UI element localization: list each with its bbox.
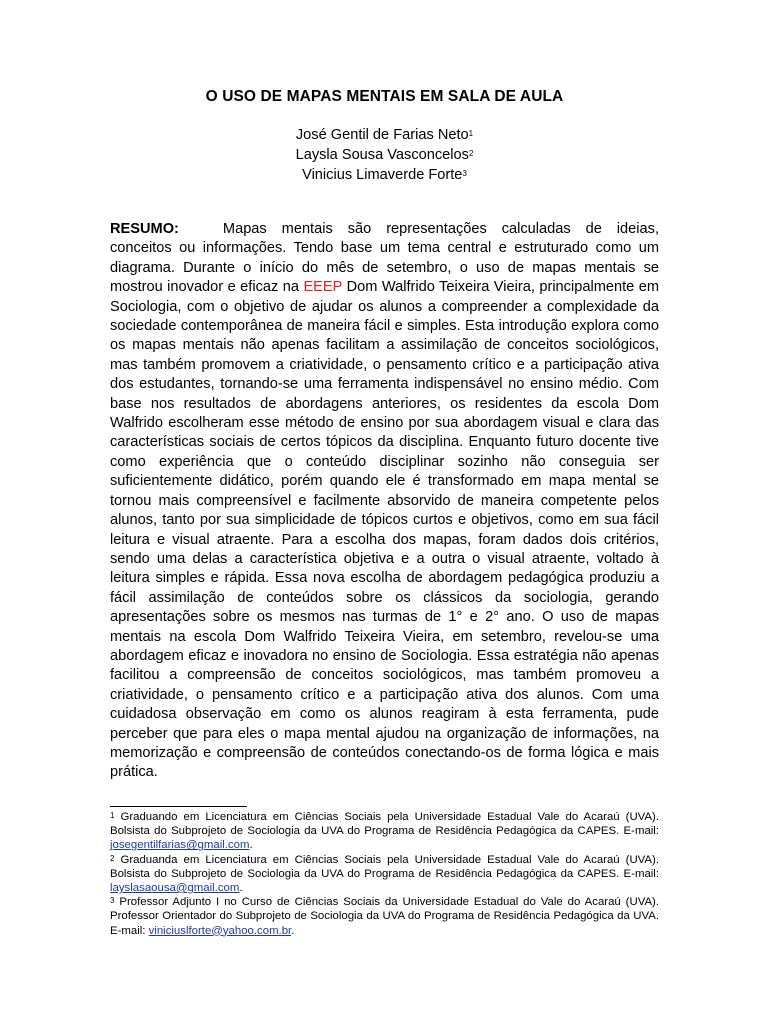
footnote-1 — [110, 810, 659, 853]
footnote-end: . — [291, 924, 295, 937]
footnote-3 — [110, 895, 659, 938]
author-footnote-mark: 1 — [468, 129, 474, 138]
abstract-text-start: Mapas mentais são representações calculadas de ideias, conceitos ou informações. Tendo base um tema central e estruturado como um diagrama. Durante o início do mês de setembro, o uso de mapas mentais se mostrou inovador e eficaz na — [110, 221, 659, 296]
abstract-label: RESUMO: — [110, 221, 179, 237]
email-link[interactable]: layslasaousa@gmail.com — [110, 882, 240, 895]
footnote-separator — [110, 806, 247, 807]
footnote-text: Professor Adjunto I no Curso de Ciências Sociais da Universidade Estadual do Vale do Acaraú (UVA). Professor Orientador do Subprojeto de Sociologia da UVA do Programa de Residência Pedagógica da UVA. E-mail: — [110, 896, 659, 937]
author-name: Vinicius Limaverde Forte — [302, 167, 463, 183]
footnote-mark: 2 — [110, 853, 115, 863]
footnote-end: . — [249, 839, 253, 852]
footnote-text: Graduanda em Licenciatura em Ciências Sociais pela Universidade Estadual Vale do Acaraú (UVA). Bolsista do Subprojeto de Sociologia da UVA do Programa de Residência Pedagógica da CAPES. E-mail: — [110, 853, 659, 880]
abstract-highlight: EEEP — [303, 279, 343, 296]
footnote-mark: 1 — [110, 811, 115, 820]
author-2 — [110, 145, 659, 165]
abstract-paragraph — [110, 220, 659, 783]
author-footnote-mark: 2 — [468, 149, 474, 158]
footnote-2 — [110, 853, 659, 896]
email-link[interactable]: josegentilfarias@gmail.com — [110, 839, 250, 852]
author-name: Laysla Sousa Vasconcelos — [295, 147, 469, 163]
abstract-text-rest: Dom Walfrido Teixeira Vieira, principalmente em Sociologia, com o objetivo de ajudar os alunos a compreender a complexidade da sociedade contemporânea de maneira fácil e simples. Esta introdução explora como os mapas mentais não apenas facilitam a assimilação de conceitos sociológicos, mas também promovem a criatividade, o pensamento crítico e a participação ativa dos estudantes, tornando-se uma ferramenta indispensável no ensino médio. Com base nos resultados de abordagens anteriores, os residentes da escola Dom Walfrido escolheram esse método de ensino por sua abordagem visual e clara das características sociais de certos tópicos da disciplina. Enquanto futuro docente tive como experiência que o conteúdo disciplinar sozinho não conseguia ser suficientemente didático, porém quando ele é transformado em mapa mental se tornou mais compreensível e facilmente absorvido de maneira competente pelos alunos, tanto por sua simplicidade de tópicos curtos e objetivos, como em sua fácil leitura e visual atraente. Para a escolha dos mapas, foram dados dois critérios, sendo uma delas a característica objetiva e a outra o visual atraente, voltado à leitura simples e rápida. Essa nova escolha de abordagem pedagógica produziu a fácil assimilação de conteúdos sobre os clássicos da sociologia, gerando apresentações sobre os mesmos nas turmas de 1° e 2° ano. O uso de mapas mentais na escola Dom Walfrido Teixeira Vieira, em setembro, revelou-se uma abordagem eficaz e inovadora no ensino de Sociologia. Essa estratégia não apenas facilitou a compreensão de conceitos sociológicos, mas também promoveu a criatividade, o pensamento crítico e a participação ativa dos alunos. Com uma cuidadosa observação em como os alunos reagiram à esta ferramenta, pude perceber que para eles o mapa mental ajudou na organização de informações, na memorização e compreensão de conteúdos conectando-os de forma lógica e mais prática. — [110, 279, 659, 781]
footnote-end: . — [239, 882, 243, 895]
author-3 — [110, 165, 659, 185]
paper-page — [110, 0, 659, 1024]
footnotes — [110, 810, 659, 938]
footnote-mark: 3 — [110, 896, 115, 906]
paper-title: O USO DE MAPAS MENTAIS EM SALA DE AULA — [205, 88, 564, 105]
author-list — [110, 125, 659, 185]
author-name: José Gentil de Farias Neto — [295, 127, 469, 143]
author-footnote-mark: 3 — [462, 169, 467, 178]
author-1 — [110, 125, 659, 145]
footnote-text: Graduando em Licenciatura em Ciências Sociais pela Universidade Estadual Vale do Acaraú (UVA). Bolsista do Subprojeto de Sociologia da UVA do Programa de Residência Pedagógica da CAPES. E-mail: — [110, 811, 659, 838]
email-link[interactable]: viniciuslforte@yahoo.com.br — [148, 924, 292, 937]
